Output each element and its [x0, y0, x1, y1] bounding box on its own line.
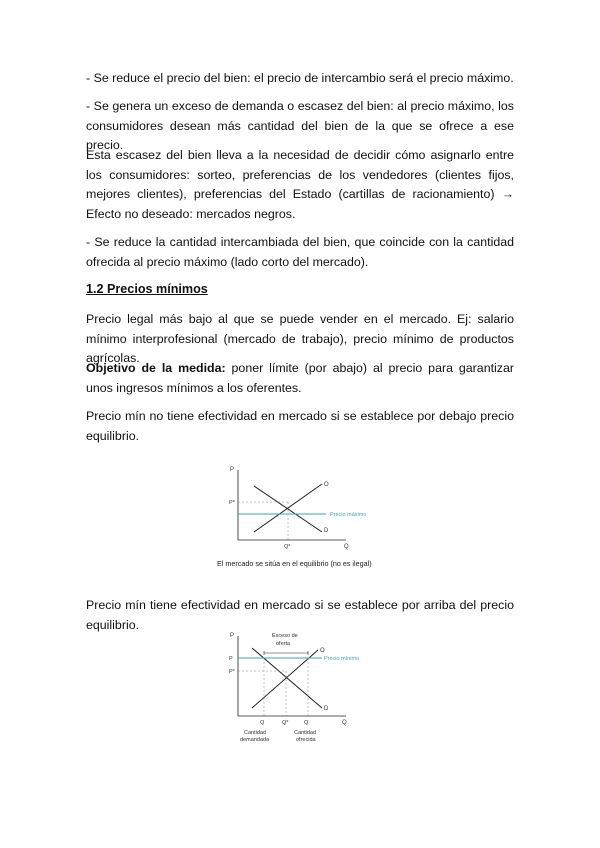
figure-equilibrium-chart: [226, 462, 376, 554]
q-eq-label: Q*: [284, 544, 291, 550]
paragraph-price-reduction: - Se reduce el precio del bien: el precio de intercambio será el precio máximo.: [86, 71, 514, 85]
figure1-caption: El mercado se sitúa en el equilibrio (no es ilegal): [217, 559, 372, 568]
y-axis-label: P: [230, 467, 235, 473]
minimum-price-line-label: Precio mínimo: [324, 656, 360, 662]
qd-caption-2: demandada: [240, 737, 270, 743]
paragraph-minimum-price-definition: Precio legal más bajo al que se puede vender en el mercado. Ej: salario mínimo interprofesional (mercado de trabajo), precio mínimo de productos agrícolas.: [86, 312, 514, 365]
paragraph-not-effective: Precio mín no tiene efectividad en mercado si se establece por debajo precio equilibrio.: [86, 409, 514, 443]
objective-text: poner límite (por abajo) al precio para garantizar unos ingresos mínimos a los oferentes.: [86, 361, 514, 395]
excess-label-2: oferta: [276, 641, 291, 647]
excess-label-1: Exceso de: [272, 633, 298, 639]
qs-label: Q: [304, 720, 309, 726]
paragraph-effective: Precio mín tiene efectividad en mercado si se establece por arriba del precio equilibrio.: [86, 598, 514, 632]
p-eq-label: P*: [229, 669, 235, 675]
qd-caption-1: Cantidad: [244, 730, 267, 736]
p-min-label: P: [229, 656, 233, 662]
paragraph-objective: [86, 359, 514, 398]
qs-caption-2: ofrecida: [296, 737, 316, 743]
x-axis-label: Q: [344, 544, 349, 550]
objective-label: Objetivo de la medida:: [86, 361, 226, 375]
qs-caption-1: Cantidad: [294, 730, 317, 736]
demand-label: D: [324, 706, 329, 712]
section-title: 1.2 Precios mínimos: [86, 282, 208, 296]
qd-label: Q: [260, 720, 265, 726]
paragraph-quantity-reduction: - Se reduce la cantidad intercambiada del bien, que coincide con la cantidad ofrecida al precio máximo (lado corto del mercado).: [86, 235, 514, 269]
demand-label: D: [324, 528, 329, 534]
figure-minimum-price-chart: [226, 630, 376, 745]
paragraph-excess-demand: - Se genera un exceso de demanda o escasez del bien: al precio máximo, los consumidores desean más cantidad del bien de la que se ofrece a ese precio.: [86, 99, 514, 152]
supply-label: O: [324, 482, 329, 488]
x-axis-label: Q: [342, 720, 347, 726]
y-axis-label: P: [230, 633, 235, 639]
price-line-label: Precio máximo: [330, 512, 367, 518]
p-eq-label: P*: [229, 500, 235, 506]
q-eq-label: Q*: [282, 720, 289, 726]
paragraph-shortage: Esta escasez del bien lleva a la necesidad de decidir cómo asignarlo entre los consumidores: sorteo, preferencias de los vendedores (clientes fijos, mejores clientes), preferencias del Estado (cartillas de racionamiento) → Efecto no deseado: mercados negros.: [86, 148, 514, 221]
supply-label: O: [320, 648, 325, 654]
